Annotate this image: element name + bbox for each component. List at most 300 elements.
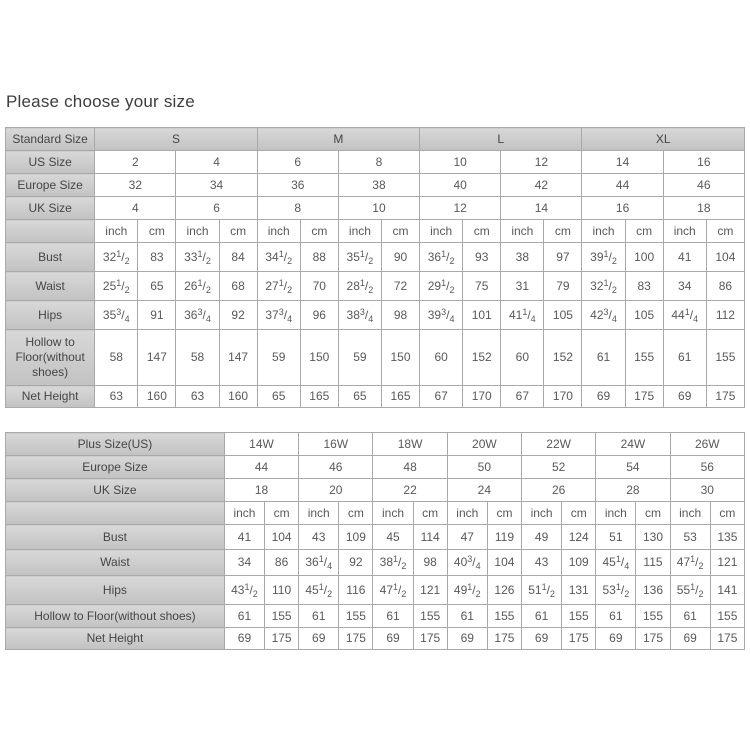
size-row-label: Europe Size	[6, 174, 95, 197]
measurement-value-cell: 69	[663, 386, 706, 408]
measurement-value-cell: $41^1/_4$	[501, 301, 544, 330]
measurement-row-label: Waist	[6, 550, 225, 576]
size-value-cell: 18	[224, 479, 298, 502]
size-value-cell: 44	[224, 456, 298, 479]
unit-header-cell: cm	[265, 502, 299, 525]
measurement-value-cell: 92	[339, 550, 373, 576]
measurement-value-cell: 41	[663, 243, 706, 272]
measurement-value-cell: $45^1/_2$	[299, 576, 339, 605]
fraction-denominator: 4	[475, 561, 481, 571]
measurement-value-cell: 175	[413, 628, 447, 650]
fraction-numerator: 1	[615, 554, 621, 564]
size-value-cell: 4	[95, 197, 176, 220]
size-value-cell: 24	[447, 479, 521, 502]
standard-table	[5, 127, 745, 408]
measurement-value-cell: $49^1/_2$	[447, 576, 487, 605]
unit-header-cell: cm	[544, 220, 582, 243]
unit-header-cell: inch	[663, 220, 706, 243]
fraction-numerator: 1	[393, 581, 399, 592]
size-group-cell: 14W	[224, 433, 298, 456]
unit-header-cell: inch	[596, 502, 636, 525]
measurement-value-cell: 155	[339, 605, 373, 628]
unit-header-cell: cm	[625, 220, 663, 243]
measurement-value-cell: 170	[463, 386, 501, 408]
unit-header-cell: inch	[670, 502, 710, 525]
size-conversion-row	[6, 197, 745, 220]
measurement-value-cell: 61	[596, 605, 636, 628]
fraction-denominator: 2	[449, 255, 455, 266]
measurement-value-cell: 60	[420, 330, 463, 386]
measurement-value-cell: $47^1/_2$	[373, 576, 413, 605]
fraction-denominator: 2	[368, 255, 374, 266]
unit-header-cell: cm	[381, 220, 419, 243]
measurement-value-cell: 83	[138, 243, 176, 272]
fraction-denominator: 2	[698, 588, 704, 599]
size-group-cell: M	[257, 128, 419, 151]
measurement-value-cell: 31	[501, 272, 544, 301]
measurement-value-cell: 88	[300, 243, 338, 272]
unit-header-cell: inch	[373, 502, 413, 525]
measurement-value-cell: 136	[636, 576, 670, 605]
measurement-value-cell: 165	[300, 386, 338, 408]
measurement-value-cell: 155	[710, 605, 744, 628]
fraction-numerator: 1	[318, 554, 324, 564]
fraction-denominator: 4	[693, 313, 699, 324]
measurement-row-label: Hips	[6, 576, 225, 605]
fraction-denominator: 2	[549, 588, 555, 599]
size-group-cell: 18W	[373, 433, 447, 456]
table-body	[6, 128, 745, 408]
measurement-value-cell: $32^1/_2$	[95, 243, 138, 272]
unit-header-cell: inch	[420, 220, 463, 243]
measurement-value-cell: 69	[522, 628, 562, 650]
size-system-label: Plus Size(US)	[6, 433, 225, 456]
size-value-cell: 10	[420, 151, 501, 174]
fraction-denominator: 4	[449, 313, 455, 324]
measurement-value-cell: 90	[381, 243, 419, 272]
measurement-value-cell: 126	[487, 576, 521, 605]
measurement-value-cell: 51	[596, 525, 636, 550]
size-value-cell: 12	[420, 197, 501, 220]
size-value-cell: 52	[522, 456, 596, 479]
measurement-value-cell: $36^1/_4$	[299, 550, 339, 576]
measurement-value-cell: 98	[381, 301, 419, 330]
size-value-cell: 30	[670, 479, 744, 502]
measurement-value-cell: 65	[257, 386, 300, 408]
measurement-value-cell: 105	[544, 301, 582, 330]
measurement-value-cell: 155	[265, 605, 299, 628]
measurement-value-cell: 34	[663, 272, 706, 301]
unit-header-cell: cm	[710, 502, 744, 525]
size-group-cell: 16W	[299, 433, 373, 456]
unit-header-cell: inch	[95, 220, 138, 243]
unit-header-cell: cm	[339, 502, 373, 525]
measurement-value-cell: $40^3/_4$	[447, 550, 487, 576]
fraction-denominator: 4	[124, 313, 130, 324]
measurement-value-cell: 63	[95, 386, 138, 408]
measurement-value-cell: 175	[339, 628, 373, 650]
fraction-numerator: 3	[441, 306, 447, 317]
fraction-denominator: 2	[287, 255, 293, 266]
measurement-value-cell: $39^1/_2$	[582, 243, 625, 272]
measurement-row-label: Net Height	[6, 386, 95, 408]
unit-header-cell: cm	[300, 220, 338, 243]
measurement-value-cell: 121	[710, 550, 744, 576]
size-group-header-row	[6, 128, 745, 151]
measurement-value-cell: 110	[265, 576, 299, 605]
size-value-cell: 42	[501, 174, 582, 197]
fraction-numerator: 1	[359, 277, 365, 288]
measurement-row-label: Bust	[6, 243, 95, 272]
table-body	[6, 433, 745, 650]
fraction-numerator: 1	[690, 554, 696, 564]
measurement-value-cell: 61	[224, 605, 264, 628]
size-value-cell: 6	[257, 151, 338, 174]
measurement-value-cell: 61	[670, 605, 710, 628]
unit-header-cell: inch	[447, 502, 487, 525]
fraction-denominator: 4	[624, 561, 630, 571]
fraction-denominator: 4	[205, 313, 211, 324]
size-value-cell: 16	[582, 197, 663, 220]
fraction-numerator: 1	[197, 248, 203, 259]
measurement-value-cell: 69	[224, 628, 264, 650]
measurement-value-cell: 155	[636, 605, 670, 628]
fraction-denominator: 2	[124, 284, 130, 295]
measurement-value-cell: $42^3/_4$	[582, 301, 625, 330]
units-empty-label	[6, 220, 95, 243]
measurement-value-cell: 109	[562, 550, 596, 576]
size-value-cell: 56	[670, 456, 744, 479]
measurement-value-cell: 79	[544, 272, 582, 301]
size-system-label: Standard Size	[6, 128, 95, 151]
fraction-denominator: 2	[698, 561, 704, 571]
measurement-value-cell: 53	[670, 525, 710, 550]
size-value-cell: 44	[582, 174, 663, 197]
measurement-value-cell: 92	[219, 301, 257, 330]
fraction-numerator: 3	[467, 554, 473, 564]
fraction-denominator: 2	[368, 284, 374, 295]
unit-header-cell: inch	[501, 220, 544, 243]
measurement-row	[6, 550, 745, 576]
size-value-cell: 38	[338, 174, 419, 197]
measurement-value-cell: $37^3/_4$	[257, 301, 300, 330]
unit-header-cell: inch	[582, 220, 625, 243]
measurement-value-cell: 150	[381, 330, 419, 386]
measurement-value-cell: 130	[636, 525, 670, 550]
unit-header-cell: cm	[413, 502, 447, 525]
fraction-numerator: 1	[522, 306, 528, 317]
fraction-numerator: 1	[197, 277, 203, 288]
unit-header-cell: inch	[224, 502, 264, 525]
fraction-denominator: 2	[401, 588, 407, 599]
measurement-value-cell: 155	[413, 605, 447, 628]
measurement-value-cell: 147	[138, 330, 176, 386]
fraction-denominator: 2	[205, 255, 211, 266]
measurement-value-cell: 61	[522, 605, 562, 628]
measurement-value-cell: 175	[487, 628, 521, 650]
size-value-cell: 14	[501, 197, 582, 220]
measurement-value-cell: $36^3/_4$	[176, 301, 219, 330]
size-group-cell: S	[95, 128, 257, 151]
measurement-value-cell: 114	[413, 525, 447, 550]
measurement-row-label: Hollow to Floor(without shoes)	[6, 605, 225, 628]
fraction-denominator: 2	[205, 284, 211, 295]
size-value-cell: 14	[582, 151, 663, 174]
measurement-row	[6, 301, 745, 330]
measurement-value-cell: 86	[265, 550, 299, 576]
size-value-cell: 10	[338, 197, 419, 220]
fraction-numerator: 1	[467, 581, 473, 592]
plus-table	[5, 432, 745, 650]
unit-header-cell: cm	[487, 502, 521, 525]
fraction-numerator: 1	[603, 248, 609, 259]
measurement-value-cell: 160	[138, 386, 176, 408]
measurement-value-cell: $32^1/_2$	[582, 272, 625, 301]
measurement-value-cell: 155	[625, 330, 663, 386]
fraction-denominator: 4	[530, 313, 536, 324]
size-value-cell: 34	[176, 174, 257, 197]
measurement-value-cell: $36^1/_2$	[420, 243, 463, 272]
measurement-value-cell: $35^1/_2$	[338, 243, 381, 272]
unit-header-cell: cm	[562, 502, 596, 525]
measurement-value-cell: 72	[381, 272, 419, 301]
measurement-value-cell: 119	[487, 525, 521, 550]
size-conversion-row	[6, 174, 745, 197]
measurement-row-label: Hollow to Floor(without shoes)	[6, 330, 95, 386]
measurement-value-cell: $29^1/_2$	[420, 272, 463, 301]
size-value-cell: 26	[522, 479, 596, 502]
measurement-row	[6, 330, 745, 386]
fraction-numerator: 1	[278, 248, 284, 259]
unit-header-cell: inch	[338, 220, 381, 243]
size-value-cell: 32	[95, 174, 176, 197]
measurement-row	[6, 605, 745, 628]
fraction-numerator: 3	[116, 306, 122, 317]
size-conversion-row	[6, 479, 745, 502]
measurement-value-cell: 47	[447, 525, 487, 550]
measurement-value-cell: 58	[176, 330, 219, 386]
measurement-value-cell: 160	[219, 386, 257, 408]
fraction-numerator: 1	[318, 581, 324, 592]
measurement-value-cell: 70	[300, 272, 338, 301]
fraction-numerator: 1	[244, 581, 250, 592]
size-value-cell: 46	[299, 456, 373, 479]
measurement-value-cell: 58	[95, 330, 138, 386]
fraction-denominator: 4	[368, 313, 374, 324]
measurement-value-cell: 152	[463, 330, 501, 386]
fraction-denominator: 2	[287, 284, 293, 295]
measurement-value-cell: $51^1/_2$	[522, 576, 562, 605]
measurement-row	[6, 576, 745, 605]
unit-header-cell: inch	[176, 220, 219, 243]
measurement-value-cell: 38	[501, 243, 544, 272]
measurement-value-cell: 152	[544, 330, 582, 386]
measurement-row	[6, 386, 745, 408]
measurement-value-cell: 75	[463, 272, 501, 301]
measurement-value-cell: 124	[562, 525, 596, 550]
measurement-value-cell: 141	[710, 576, 744, 605]
measurement-value-cell: 45	[373, 525, 413, 550]
units-header-row	[6, 502, 745, 525]
fraction-numerator: 1	[441, 248, 447, 259]
measurement-value-cell: 101	[463, 301, 501, 330]
measurement-value-cell: 155	[487, 605, 521, 628]
unit-header-cell: cm	[463, 220, 501, 243]
measurement-value-cell: 155	[706, 330, 744, 386]
measurement-value-cell: $34^1/_2$	[257, 243, 300, 272]
unit-header-cell: cm	[219, 220, 257, 243]
measurement-value-cell: 61	[373, 605, 413, 628]
measurement-value-cell: 116	[339, 576, 373, 605]
size-group-cell: 20W	[447, 433, 521, 456]
measurement-value-cell: 175	[710, 628, 744, 650]
standard-size-table-section	[0, 127, 750, 408]
measurement-value-cell: 104	[487, 550, 521, 576]
measurement-value-cell: $39^3/_4$	[420, 301, 463, 330]
fraction-numerator: 1	[278, 277, 284, 288]
measurement-value-cell: 131	[562, 576, 596, 605]
measurement-value-cell: 41	[224, 525, 264, 550]
measurement-row-label: Waist	[6, 272, 95, 301]
measurement-value-cell: $35^3/_4$	[95, 301, 138, 330]
size-value-cell: 36	[257, 174, 338, 197]
fraction-denominator: 2	[124, 255, 130, 266]
measurement-row-label: Bust	[6, 525, 225, 550]
size-conversion-row	[6, 456, 745, 479]
page-title: Please choose your size	[6, 92, 195, 111]
measurement-value-cell: 112	[706, 301, 744, 330]
measurement-value-cell: 67	[420, 386, 463, 408]
measurement-value-cell: 135	[710, 525, 744, 550]
measurement-value-cell: 121	[413, 576, 447, 605]
measurement-value-cell: 61	[447, 605, 487, 628]
measurement-value-cell: 65	[138, 272, 176, 301]
measurement-value-cell: 155	[562, 605, 596, 628]
measurement-value-cell: 97	[544, 243, 582, 272]
measurement-value-cell: 175	[562, 628, 596, 650]
measurement-value-cell: $27^1/_2$	[257, 272, 300, 301]
measurement-value-cell: $26^1/_2$	[176, 272, 219, 301]
unit-header-cell: cm	[636, 502, 670, 525]
unit-header-cell: inch	[522, 502, 562, 525]
fraction-numerator: 1	[541, 581, 547, 592]
fraction-denominator: 2	[401, 561, 407, 571]
size-value-cell: 22	[373, 479, 447, 502]
measurement-value-cell: 69	[373, 628, 413, 650]
fraction-numerator: 1	[116, 277, 122, 288]
measurement-value-cell: 100	[625, 243, 663, 272]
measurement-value-cell: 83	[625, 272, 663, 301]
size-value-cell: 8	[257, 197, 338, 220]
measurement-value-cell: 69	[582, 386, 625, 408]
measurement-value-cell: $28^1/_2$	[338, 272, 381, 301]
size-value-cell: 2	[95, 151, 176, 174]
measurement-value-cell: 175	[625, 386, 663, 408]
units-header-row	[6, 220, 745, 243]
size-group-cell: 22W	[522, 433, 596, 456]
measurement-value-cell: 93	[463, 243, 501, 272]
size-group-header-row	[6, 433, 745, 456]
plus-size-table-section	[0, 432, 750, 650]
size-value-cell: 48	[373, 456, 447, 479]
fraction-numerator: 3	[603, 306, 609, 317]
measurement-value-cell: $45^1/_4$	[596, 550, 636, 576]
measurement-row-label: Hips	[6, 301, 95, 330]
measurement-value-cell: 68	[219, 272, 257, 301]
measurement-value-cell: 69	[596, 628, 636, 650]
unit-header-cell: cm	[706, 220, 744, 243]
measurement-row	[6, 525, 745, 550]
measurement-value-cell: 60	[501, 330, 544, 386]
measurement-value-cell: 43	[522, 550, 562, 576]
fraction-denominator: 2	[611, 284, 617, 295]
measurement-value-cell: 43	[299, 525, 339, 550]
size-row-label: Europe Size	[6, 456, 225, 479]
measurement-value-cell: 175	[636, 628, 670, 650]
measurement-row-label: Net Height	[6, 628, 225, 650]
fraction-numerator: 3	[359, 306, 365, 317]
measurement-value-cell: $25^1/_2$	[95, 272, 138, 301]
measurement-value-cell: 175	[706, 386, 744, 408]
size-value-cell: 16	[663, 151, 744, 174]
measurement-value-cell: $38^3/_4$	[338, 301, 381, 330]
fraction-numerator: 1	[603, 277, 609, 288]
measurement-value-cell: 61	[299, 605, 339, 628]
measurement-value-cell: 86	[706, 272, 744, 301]
measurement-value-cell: 104	[706, 243, 744, 272]
measurement-value-cell: 150	[300, 330, 338, 386]
measurement-value-cell: 104	[265, 525, 299, 550]
measurement-value-cell: 115	[636, 550, 670, 576]
measurement-value-cell: $47^1/_2$	[670, 550, 710, 576]
measurement-row	[6, 628, 745, 650]
measurement-value-cell: 59	[338, 330, 381, 386]
fraction-numerator: 1	[359, 248, 365, 259]
measurement-value-cell: 91	[138, 301, 176, 330]
fraction-numerator: 1	[684, 306, 690, 317]
size-value-cell: 6	[176, 197, 257, 220]
fraction-numerator: 3	[278, 306, 284, 317]
measurement-value-cell: 61	[663, 330, 706, 386]
size-conversion-row	[6, 151, 745, 174]
measurement-value-cell: 69	[447, 628, 487, 650]
measurement-value-cell: 69	[670, 628, 710, 650]
size-value-cell: 50	[447, 456, 521, 479]
size-value-cell: 18	[663, 197, 744, 220]
measurement-value-cell: $55^1/_2$	[670, 576, 710, 605]
size-value-cell: 46	[663, 174, 744, 197]
measurement-value-cell: 109	[339, 525, 373, 550]
fraction-denominator: 2	[475, 588, 481, 599]
fraction-denominator: 4	[327, 561, 333, 571]
size-group-cell: 24W	[596, 433, 670, 456]
fraction-numerator: 1	[116, 248, 122, 259]
measurement-value-cell: 34	[224, 550, 264, 576]
measurement-value-cell: $44^1/_4$	[663, 301, 706, 330]
fraction-denominator: 2	[611, 255, 617, 266]
fraction-denominator: 2	[449, 284, 455, 295]
fraction-denominator: 4	[287, 313, 293, 324]
size-value-cell: 12	[501, 151, 582, 174]
fraction-denominator: 2	[624, 588, 630, 599]
size-row-label: UK Size	[6, 479, 225, 502]
size-value-cell: 8	[338, 151, 419, 174]
size-row-label: UK Size	[6, 197, 95, 220]
unit-header-cell: inch	[299, 502, 339, 525]
measurement-value-cell: $38^1/_2$	[373, 550, 413, 576]
measurement-value-cell: 67	[501, 386, 544, 408]
measurement-value-cell: $43^1/_2$	[224, 576, 264, 605]
